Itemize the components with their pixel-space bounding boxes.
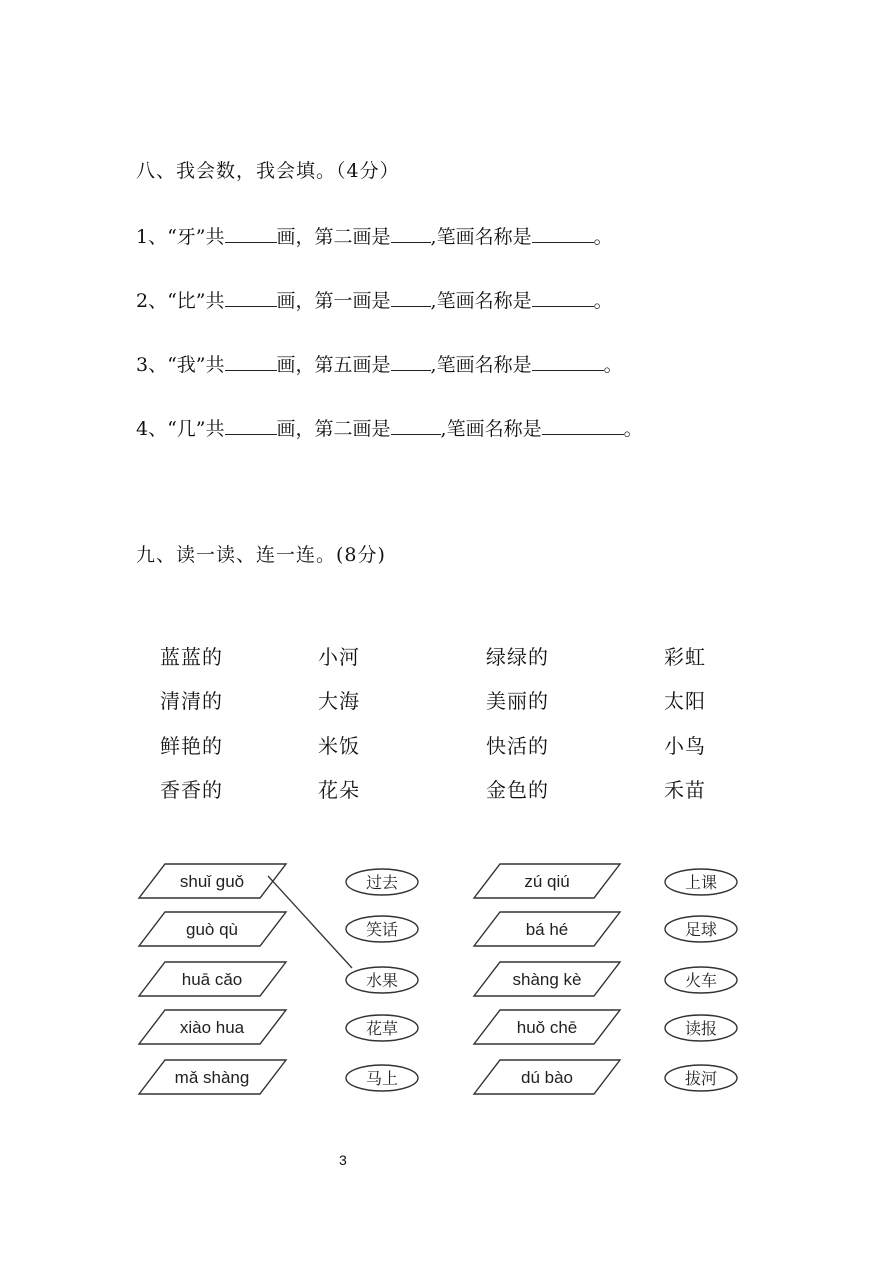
question-end: 。 [593,290,613,312]
example-connection-line [268,876,352,968]
word-item[interactable]: 蓝蓝的 [160,645,223,669]
word-oval[interactable] [346,967,418,993]
pinyin-label: shuǐ guǒ [179,872,245,891]
question-text: ,笔画名称是 [430,226,532,248]
pinyin-label: xiào hua [179,1018,245,1037]
pinyin-card[interactable] [474,1010,620,1044]
word-oval-label: 足球 [684,920,718,939]
pinyin-label: mǎ shàng [174,1068,250,1087]
pinyin-card[interactable] [474,912,620,946]
question-text: ,笔画名称是 [440,418,542,440]
word-oval-label: 拔河 [684,1069,718,1088]
word-item[interactable]: 禾苗 [664,778,706,802]
question-number: 4、 [136,418,168,440]
word-oval-label: 读报 [684,1019,718,1038]
word-item[interactable]: 花朵 [318,778,360,802]
word-item[interactable]: 米饭 [318,734,360,758]
pinyin-card[interactable] [139,962,286,996]
word-oval-label: 火车 [684,971,718,990]
question-number: 2、 [136,290,168,312]
pinyin-label: shàng kè [512,970,582,989]
question-char: “几”共 [167,418,225,440]
page-number: 3 [339,1152,347,1168]
word-item[interactable]: 小鸟 [664,734,706,758]
pinyin-card[interactable] [139,1010,286,1044]
question-text: 画，第二画是 [276,226,391,248]
section-8-heading: 八、我会数，我会填。（4分） [136,160,400,182]
question-text: 画，第一画是 [276,290,391,312]
word-oval-label: 上课 [684,873,718,892]
word-oval-label: 笑话 [365,920,399,939]
question-number: 3、 [136,354,168,376]
word-oval[interactable] [346,916,418,942]
question-end: 。 [603,354,623,376]
word-oval[interactable] [346,1065,418,1091]
word-item[interactable]: 鲜艳的 [160,734,223,758]
word-item[interactable]: 大海 [318,689,360,713]
pinyin-card[interactable] [474,962,620,996]
word-item[interactable]: 香香的 [160,778,223,802]
word-oval[interactable] [346,1015,418,1041]
pinyin-card[interactable] [139,912,286,946]
word-oval[interactable] [665,916,737,942]
pinyin-label: huǒ chē [516,1018,578,1037]
pinyin-card[interactable] [139,1060,286,1094]
question-end: 。 [593,226,613,248]
pinyin-label: guò qù [186,920,238,939]
word-item[interactable]: 小河 [318,645,360,669]
question-char: “比”共 [167,290,225,312]
word-item[interactable]: 金色的 [486,778,549,802]
word-item[interactable]: 太阳 [664,689,706,713]
pinyin-label: bá hé [525,920,569,939]
word-item[interactable]: 快活的 [486,734,549,758]
word-oval-label: 马上 [365,1069,399,1088]
word-oval-label: 水果 [365,971,399,990]
pinyin-card[interactable] [474,864,620,898]
question-number: 1、 [136,226,168,248]
word-item[interactable]: 绿绿的 [486,645,549,669]
pinyin-card[interactable] [474,1060,620,1094]
word-item[interactable]: 彩虹 [664,645,706,669]
question-char: “我”共 [167,354,225,376]
word-oval[interactable] [665,1065,737,1091]
pinyin-label: huā cǎo [181,970,243,989]
word-oval[interactable] [665,1015,737,1041]
pinyin-label: zú qiú [524,872,570,891]
question-text: 画，第五画是 [276,354,391,376]
word-oval-label: 过去 [365,873,399,892]
word-item[interactable]: 清清的 [160,689,223,713]
question-text: 画，第二画是 [276,418,391,440]
question-end: 。 [623,418,643,440]
question-text: ,笔画名称是 [430,290,532,312]
word-item[interactable]: 美丽的 [486,689,549,713]
pinyin-label: dú bào [521,1068,573,1087]
word-oval[interactable] [665,869,737,895]
section-9-heading: 九、读一读、连一连。(8分) [136,544,386,566]
word-oval-label: 花草 [365,1019,399,1038]
word-oval[interactable] [665,967,737,993]
word-oval[interactable] [346,869,418,895]
question-char: “牙”共 [167,226,225,248]
question-text: ,笔画名称是 [430,354,532,376]
pinyin-card[interactable] [139,864,286,898]
